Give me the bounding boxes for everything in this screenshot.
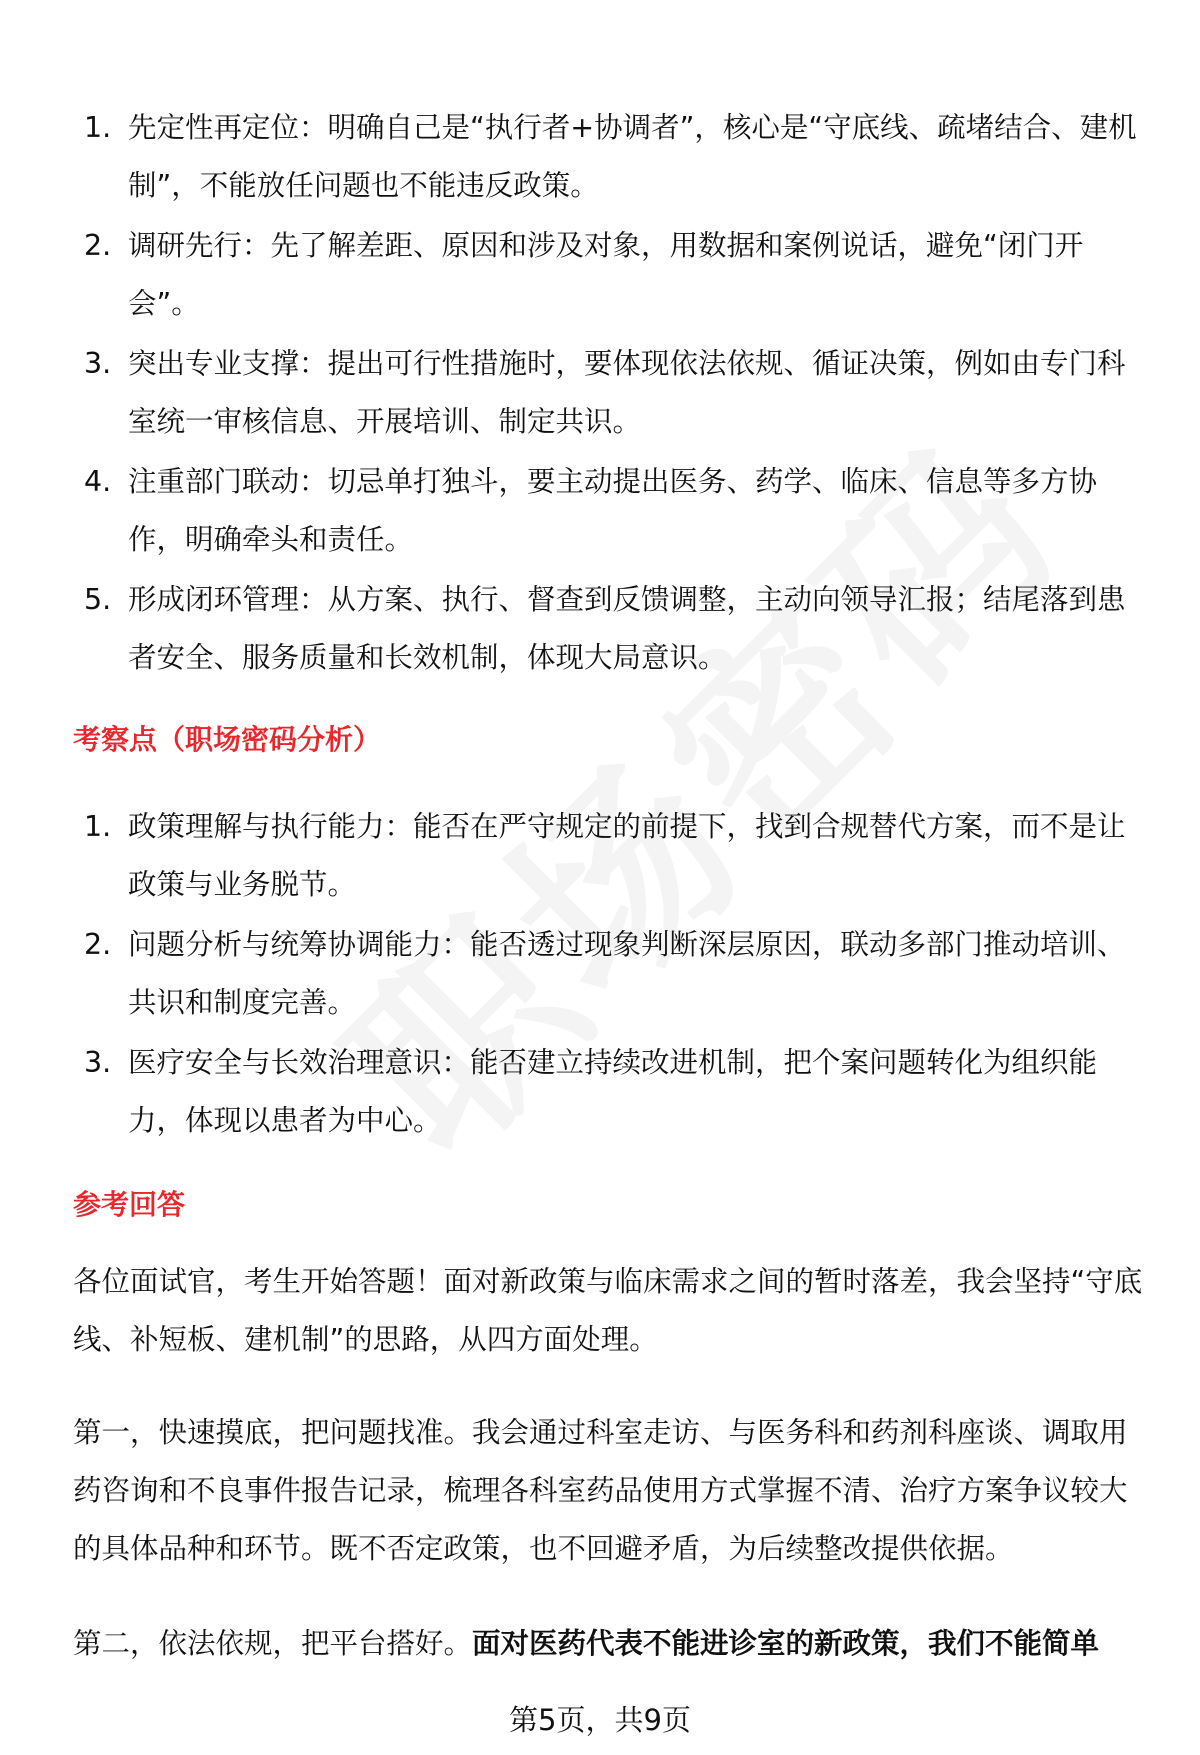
list-text: 政策理解与执行能力：能否在严守规定的前提下，找到合规替代方案，而不是让政策与业务脱节。	[128, 810, 1126, 901]
list-item	[70, 916, 1145, 1032]
list-item	[70, 217, 1145, 333]
list-number: 4.	[84, 465, 112, 498]
list-text: 先定性再定位：明确自己是“执行者+协调者”，核心是“守底线、疏堵结合、建机制”，不能放任问题也不能违反政策。	[128, 111, 1137, 202]
section-heading-answer: 参考回答	[73, 1188, 186, 1221]
points-list	[70, 798, 1145, 1152]
list-number: 1.	[84, 111, 112, 144]
strategy-list	[70, 99, 1145, 689]
answer-text-bold: 面对医药代表不能进诊室的新政策，我们不能简单	[472, 1627, 1100, 1660]
list-item	[70, 335, 1145, 451]
answer-paragraph-first: 第一，快速摸底，把问题找准。我会通过科室走访、与医务科和药剂科座谈、调取用药咨询和不良事件报告记录，梳理各科室药品使用方式掌握不清、治疗方案争议较大的具体品种和环节。既不否定政策，也不回避矛盾，为后续整改提供依据。	[73, 1416, 1128, 1565]
list-text: 问题分析与统筹协调能力：能否透过现象判断深层原因，联动多部门推动培训、共识和制度完善。	[128, 928, 1126, 1019]
list-number: 2.	[84, 928, 112, 961]
list-item	[70, 99, 1145, 215]
answer-paragraph-second	[73, 1615, 1148, 1673]
list-text: 形成闭环管理：从方案、执行、督查到反馈调整，主动向领导汇报；结尾落到患者安全、服务质量和长效机制，体现大局意识。	[128, 583, 1126, 674]
list-text: 医疗安全与长效治理意识：能否建立持续改进机制，把个案问题转化为组织能力，体现以患者为中心。	[128, 1046, 1098, 1137]
list-number: 3.	[84, 347, 112, 380]
list-text: 注重部门联动：切忌单打独斗，要主动提出医务、药学、临床、信息等多方协作，明确牵头和责任。	[128, 465, 1098, 556]
list-text: 调研先行：先了解差距、原因和涉及对象，用数据和案例说话，避免“闭门开会”。	[128, 229, 1084, 320]
page-number-footer: 第5页，共9页	[509, 1703, 691, 1737]
list-number: 5.	[84, 583, 112, 616]
list-number: 2.	[84, 229, 112, 262]
answer-paragraph-intro: 各位面试官，考生开始答题！面对新政策与临床需求之间的暂时落差，我会坚持“守底线、补短板、建机制”的思路，从四方面处理。	[73, 1265, 1143, 1356]
list-item	[70, 453, 1145, 569]
section-heading-points: 考察点（职场密码分析）	[73, 723, 382, 756]
answer-text-plain: 第二，依法依规，把平台搭好。	[73, 1627, 473, 1660]
list-number: 1.	[84, 810, 112, 843]
list-item	[70, 1034, 1145, 1150]
list-item	[70, 798, 1145, 914]
list-item	[70, 571, 1145, 687]
list-text: 突出专业支撑：提出可行性措施时，要体现依法依规、循证决策，例如由专门科室统一审核信息、开展培训、制定共识。	[128, 347, 1126, 438]
list-number: 3.	[84, 1046, 112, 1079]
